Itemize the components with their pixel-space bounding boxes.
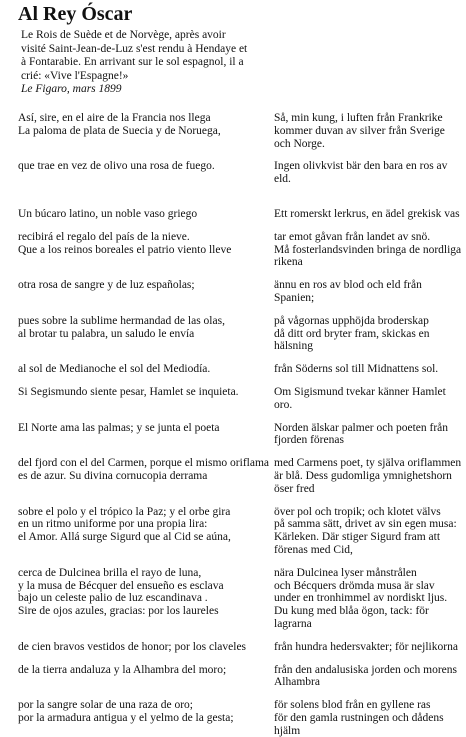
swedish-line: på vågornas upphöjda broderskap	[274, 314, 429, 327]
stanza-gap	[18, 186, 466, 208]
verse-row	[18, 506, 466, 519]
swedish-line: för den gamla rustningen och dådens hjälm	[274, 711, 444, 737]
spanish-line: otra rosa de sangre y de luz españolas;	[18, 279, 195, 292]
verse-row	[18, 699, 466, 712]
epigraph-line: crié: «Vive l'Espagne!»	[21, 69, 129, 82]
stanza-gap	[18, 689, 466, 699]
poem-title: Al Rey Óscar	[18, 3, 133, 25]
verse-row	[18, 279, 466, 305]
spanish-line: al sol de Medianoche el sol del Mediodía.	[18, 363, 211, 376]
verse-row	[18, 712, 466, 737]
verse-row	[18, 208, 466, 221]
verse-row	[18, 531, 466, 557]
spanish-line: Así, sire, en el aire de la Francia nos llega	[18, 112, 211, 124]
verse-row	[18, 315, 466, 328]
epigraph-line: visité Saint-Jean-de-Luz s'est rendu à Hendaye et	[21, 42, 248, 55]
epigraph-line: à Fontarabie. En arrivant sur le sol espagnol, il a	[21, 56, 244, 68]
epigraph	[21, 29, 261, 97]
spanish-line: Un búcaro latino, un noble vaso griego	[18, 207, 198, 220]
swedish-line: Kärleken. Där stiger Sigurd fram att förenas med Cid,	[274, 531, 441, 556]
spanish-line: La paloma de plata de Suecia y de Noruega,	[18, 124, 221, 137]
verse-row	[18, 592, 466, 605]
stanza-gap	[18, 654, 466, 664]
stanza-gap	[18, 447, 466, 457]
spanish-line: recibirá el regalo del país de la nieve.	[18, 230, 190, 243]
spanish-line: de cien bravos vestidos de honor; por los claveles	[18, 640, 247, 653]
spanish-line: por la sangre solar de una raza de oro;	[18, 699, 193, 712]
spanish-line: que trae en vez de olivo una rosa de fuego.	[18, 160, 215, 173]
swedish-line: från den andalusiska jorden och morens Alhambra	[274, 663, 457, 689]
verse-row	[18, 605, 466, 631]
spanish-line: y la musa de Bécquer del ensueño es esclava	[18, 579, 224, 592]
stanza-gap	[18, 305, 466, 315]
swedish-line: för solens blod från en gyllene ras	[274, 699, 431, 712]
spanish-line: de la tierra andaluza y la Alhambra del moro;	[18, 663, 227, 676]
swedish-line: ännu en ros av blod och eld från Spanien;	[274, 279, 422, 304]
spanish-line: cerca de Dulcinea brilla el rayo de luna,	[18, 566, 202, 579]
swedish-line: på samma sätt, drivet av sin egen musa:	[274, 518, 457, 531]
swedish-line: under en tronhimmel av nordiskt ljus.	[274, 592, 448, 605]
spanish-line: El Norte ama las palmas; y se junta el poeta	[18, 421, 220, 434]
swedish-line: och Bécquers drömda musa är slav	[274, 579, 435, 592]
verse-row	[18, 231, 466, 244]
swedish-line: Så, min kung, i luften från Frankrike	[274, 112, 443, 124]
epigraph-source: Le Figaro, mars 1899	[21, 83, 122, 95]
spanish-line: es de azur. Su divina cornucopia derrama	[18, 469, 208, 482]
swedish-line: Ingen olivkvist bär den bara en ros av eld.	[274, 160, 448, 186]
swedish-line: Du kung med blåa ögon, tack: för lagrarna	[274, 605, 429, 630]
swedish-line: med Carmens poet, ty själva oriflammen	[274, 457, 462, 470]
verse-row	[18, 160, 466, 186]
swedish-line: tar emot gåvan från landet av snö.	[274, 230, 431, 243]
verse-row	[18, 363, 466, 376]
spanish-line: por la armadura antigua y el yelmo de la gesta;	[18, 711, 234, 724]
verse-row	[18, 470, 466, 496]
swedish-line: är blå. Dess gudomliga ymnighetshorn öser fred	[274, 469, 452, 495]
verse-row	[18, 567, 466, 580]
verse-row	[18, 580, 466, 593]
spanish-line: al brotar tu palabra, un saludo le envía	[18, 327, 195, 340]
stanza-gap	[18, 631, 466, 641]
verse-row	[18, 125, 466, 151]
spanish-line: del fjord con el del Carmen, porque el mismo oriflama	[18, 457, 270, 470]
verse-row	[18, 244, 466, 270]
swedish-line: Må fosterlandsvinden bringa de nordliga rikena	[274, 243, 462, 269]
spanish-line: sobre el polo y el trópico la Paz; y el orbe gira	[18, 505, 231, 518]
swedish-line: kommer duvan av silver från Sverige och Norge.	[274, 124, 445, 150]
spanish-line: pues sobre la sublime hermandad de las olas,	[18, 314, 225, 327]
verse-row	[18, 386, 466, 412]
swedish-line: från Söderns sol till Midnattens sol.	[274, 363, 439, 376]
swedish-line: från hundra hedersvakter; för nejlikorna	[274, 640, 458, 653]
spanish-line: Sire de ojos azules, gracias: por los laureles	[18, 605, 219, 618]
verse-row	[18, 664, 466, 690]
spanish-line: bajo un celeste palio de luz escandinava .	[18, 592, 208, 605]
poem-body	[18, 112, 466, 737]
epigraph-line: Le Rois de Suède et de Norvège, après avoir	[21, 29, 226, 41]
verse-row	[18, 422, 466, 448]
spanish-line: el Amor. Allá surge Sigurd que al Cid se aúna,	[18, 531, 231, 544]
stanza-gap	[18, 221, 466, 231]
stanza-gap	[18, 412, 466, 422]
verse-row	[18, 112, 466, 125]
stanza-gap	[18, 150, 466, 160]
swedish-line: Om Sigismund tvekar känner Hamlet oro.	[274, 385, 446, 411]
stanza-gap	[18, 353, 466, 363]
stanza-gap	[18, 269, 466, 279]
swedish-line: Norden älskar palmer och poeten från fjorden förenas	[274, 421, 449, 447]
swedish-line: då ditt ord bryter fram, skickas en hälsning	[274, 327, 430, 353]
spanish-line: Que a los reinos boreales el patrio viento lleve	[18, 243, 232, 256]
swedish-line: nära Dulcinea lyser månstrålen	[274, 566, 417, 579]
verse-row	[18, 328, 466, 354]
verse-row	[18, 457, 466, 470]
stanza-gap	[18, 496, 466, 506]
stanza-gap	[18, 557, 466, 567]
spanish-line: Si Segismundo siente pesar, Hamlet se inquieta.	[18, 385, 239, 398]
verse-row	[18, 641, 466, 654]
verse-row	[18, 518, 466, 531]
swedish-line: Ett romerskt lerkrus, en ädel grekisk vas	[274, 207, 460, 220]
swedish-line: över pol och tropik; och klotet välvs	[274, 505, 441, 518]
stanza-gap	[18, 376, 466, 386]
spanish-line: en un ritmo uniforme por una propia lira:	[18, 518, 208, 531]
